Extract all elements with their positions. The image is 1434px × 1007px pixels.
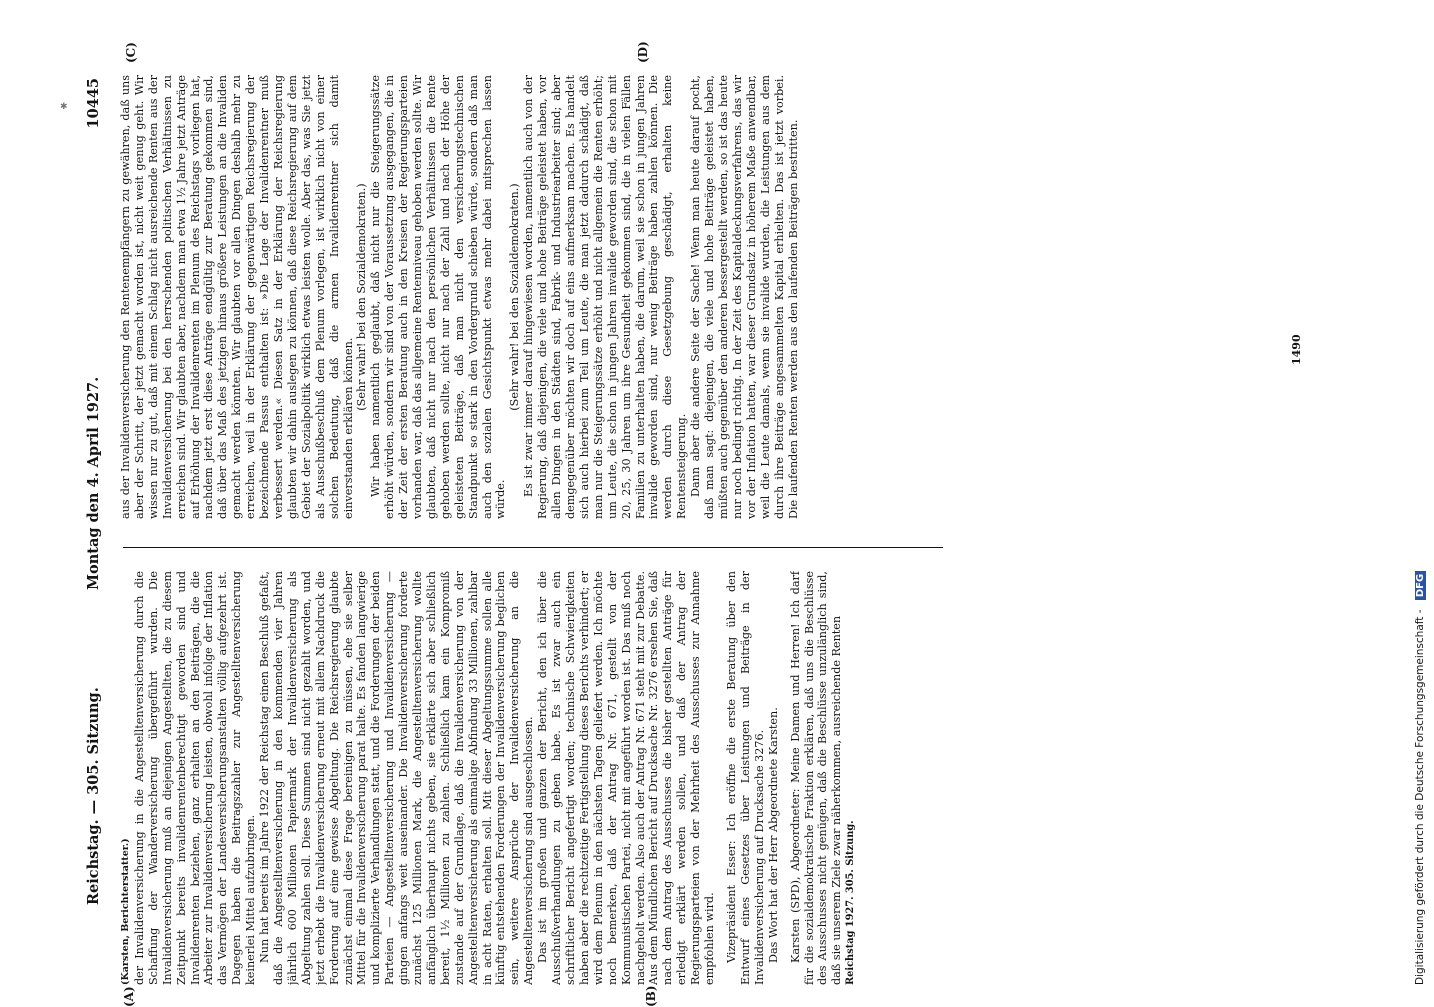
paragraph: Dann aber die andere Seite der Sache! Wenn man heute darauf pocht, daß man sagt: diejenigen, die viele und hohe Beiträge geleistet haben, müßten auch gegenüber den anderen bessergestellt werden, so ist das heute nur noch bedingt richtig. In der Zeit des Kapitaldeckungsverfahrens, das wir vor der Inflation hatten, war dieser Grundsatz in höherem Maße anwendbar, weil die Leute damals, wenn sie invalide wurden, die Leistungen aus dem durch ihre Beiträge angesammelten Kapital erhielten. Das ist jetzt vorbei. Die laufenden Renten werden aus den laufenden Beiträgen bestritten. [689,75,800,519]
header-date: Montag den 4. April 1927. [87,377,101,590]
right-column [119,75,1324,519]
margin-marker-b: (B) [645,986,659,1007]
paragraph: Wir haben namentlich geglaubt, daß nicht nur die Steigerungssätze erhöht würden, sondern wir sind von der Voraussetzung ausgegangen, die in der Zeit der ersten Beratung auch in den Kreisen der Regierungsparteien vorhanden war, daß das allgemeine Rentenniveau gehoben werden sollte. Wir glaubten, daß nicht nur nach den persönlichen Verhältnissen die Rente gehoben werden sollte, nicht nur nach der Zahl und nach der Höhe der geleisteten Beiträge, daß man nicht den versicherungstechnischen Standpunkt so stark in den Vordergrund schieben würde, sondern daß man auch den sozialen Gesichtspunkt etwas mehr dabei mitsprechen lassen würde. [369,75,508,519]
digitization-text: Digitalisierung gefördert durch die Deutsche Forschungsgemeinschaft - [1414,609,1426,985]
interjection: (Sehr wahr! bei den Sozialdemokraten.) [508,75,522,519]
paragraph-speech-start: Karsten (SPD), Abgeordneter: Meine Damen und Herren! Ich darf für die sozialdemokratische Fraktion erklären, daß uns die Beschlüsse des Ausschusses nicht genügen, daß die Beschlüsse unzulänglich sind, daß sie unserem Ziele zwar näherkommen, ausreichende Renten [789,571,845,985]
header-left: Reichstag. — 305. Sitzung. [87,687,101,905]
paragraph: Nun hat bereits im Jahre 1922 der Reichstag einen Beschluß gefaßt, daß die Angestelltenversicherung in den kommenden vier Jahren jährlich 600 Millionen Papiermark der Invalidenversicherung als Abgeltung zahlen soll. Diese Summen sind nicht gezahlt worden, und jetzt erhebt die Invalidenversicherung erneut mit allem Nachdruck die Forderung auf eine gewisse Abgeltung. Die Reichsregierung glaubte zunächst einmal diese Frage bereinigen zu müssen, ehe sie selber Mittel für die Invalidenversicherung parat halte. Es fanden langwierige und komplizierte Verhandlungen statt, und die Forderungen der beiden Parteien — Angestelltenversicherung und Invalidenversicherung — gingen anfangs weit auseinander. Die Invalidenversicherung forderte zunächst 125 Millionen Mark, die Angestelltenversicherung wollte anfänglich überhaupt nichts geben, sie erklärte sich aber schließlich bereit, 1½ Millionen zu zahlen. Schließlich kam ein Kompromiß zustande auf der Grundlage, daß die Invalidenversicherung von der Angestelltenversicherung als einmalige Abfindung 33 Millionen, zahlbar in acht Raten, erhalten soll. Mit dieser Abgeltungssumme sollen alle künftig entstehenden Forderungen der Invalidenversicherung beglichen sein, weitere Ansprüche der Invalidenversicherung an die Angestelltenversicherung sind ausgeschlossen. [258,571,536,985]
margin-marker-d: (D) [637,41,651,63]
rotated-page [85,70,1330,985]
page-header [85,70,119,985]
scan-speck-icon: ✱ [60,102,68,112]
left-column [119,571,1324,985]
dfg-logo: DFG [1415,571,1426,600]
digitization-note [1414,0,1434,985]
paragraph: der Invalidenversicherung in die Angestelltenversicherung durch die Schaffung der Wanderversicherung übergeführt wurden. Die Invalidenversicherung muß an diejenigen Angestellten, die zu diesem Zeitpunkt bereits invalidenrentenberechtigt geworden sind und Invalidenrenten beziehen, ganz erhalten an den Beiträgen, die die Arbeiter zur Invalidenversicherung leisten, obwohl infolge der Inflation das Vermögen der Landesversicherungsanstalten völlig aufgezehrt ist. Dagegen haben die Beitragszahler zur Angestelltenversicherung keinerlei Mittel aufzubringen. [133,571,258,985]
column-divider [123,547,943,548]
paragraph: Das ist im großen und ganzen der Bericht, den ich über die Ausschußverhandlungen zu geben habe. Es ist zwar auch ein schriftlicher Bericht angefertigt worden; technische Schwierigkeiten haben aber die rechtzeitige Fertigstellung dieses Berichts verhindert; er wird dem Plenum in den nächsten Tagen geliefert werden. Ich möchte noch bemerken, daß der Antrag Nr. 671, gestellt von der Kommunistischen Partei, nicht mit angeführt worden ist. Das muß noch nachgeholt werden. Also auch der Antrag Nr. 671 steht mit zur Debatte. Aus dem Mündlichen Bericht auf Drucksache Nr. 3276 ersehen Sie, daß nach dem Antrag des Ausschusses die bisher gestellten Anträge für erledigt erklärt werden sollen, und daß der Antrag der Regierungsparteien von der Mehrheit des Ausschusses zur Annahme empfohlen wird. [536,571,717,985]
interjection: (Sehr wahr! bei den Sozialdemokraten.) [355,75,369,519]
header-column-number: 10445 [87,78,101,128]
margin-marker-a: (A) [123,986,137,1007]
paragraph-vice-president: Vizepräsident Esser: Ich eröffne die erste Beratung über den Entwurf eines Gesetzes über Leistungen und Beiträge in der Invalidenversicherung auf Drucksache 3276. [725,571,767,985]
margin-marker-c: (C) [125,42,139,63]
speaker-intro: (Karsten, Berichterstatter.) [119,571,133,985]
paragraph: Es ist zwar immer darauf hingewiesen worden, namentlich auch von der Regierung, daß diejenigen, die viele und hohe Beiträge geleistet haben, vor allen Dingen in den Städten sind, Fabrik- und Industriearbeiter sind; aber demgegenüber möchten wir doch auf eins aufmerksam machen. Es handelt sich auch hierbei zum Teil um Leute, die man jetzt dadurch schädigt, daß man nur die Steigerungssätze erhöht und nicht allgemein die Renten erhöht; um Leute, die schon in jungen Jahren invalide geworden sind, die schon mit 20, 25, 30 Jahren um ihre Gesundheit gekommen sind, die in vielen Fällen Familien zu unterhalten haben, die darum, weil sie schon in jungen Jahren invalide geworden sind, nur wenig Beiträge haben zahlen können. Die werden durch diese Gesetzgebung geschädigt, erhalten keine Rentensteigerung. [522,75,689,519]
page-footer: Reichstag 1927. 305. Sitzung. [844,571,858,985]
paragraph-floor-given: Das Wort hat der Herr Abgeordnete Karsten. [767,571,781,985]
page-number: 1490 [1290,334,1304,365]
paragraph: aus der Invalidenversicherung den Rentenempfängern zu gewähren, daß uns aber der Schritt, der jetzt gemacht worden ist, nicht weit genug geht. Wir wissen nur zu gut, daß mit einem Schlag nicht ausreichende Renten aus der Invalidenversicherung bei den herrschenden politischen Verhältnissen zu erreichen sind. Wir glaubten aber, nachdem man etwa 1½ Jahre jetzt Anträge auf Erhöhung der Invalidenrenten im Plenum des Reichstags vorliegen hat, nachdem jetzt erst diese Anträge endgültig zur Beratung gekommen sind, daß über das Maß des jetzigen hinaus größere Leistungen an die Invaliden gemacht werden könnten. Wir glaubten vor allen Dingen deshalb mehr zu erreichen, weil in der Erklärung der gegenwärtigen Reichsregierung der bezeichnende Passus enthalten ist: »Die Lage der Invalidenrentner muß verbessert werden.« Diesen Satz in der Erklärung der Reichsregierung glaubten wir dahin auslegen zu können, daß diese Reichsregierung auf dem Gebiet der Sozialpolitik wirklich etwas leisten wolle. Aber das, was Sie jetzt als Ausschußbeschluß dem Plenum vorlegen, ist wirklich nicht von einer solchen Bedeutung, daß die armen Invalidenrentner sich damit einverstanden erklären können. [119,75,355,519]
